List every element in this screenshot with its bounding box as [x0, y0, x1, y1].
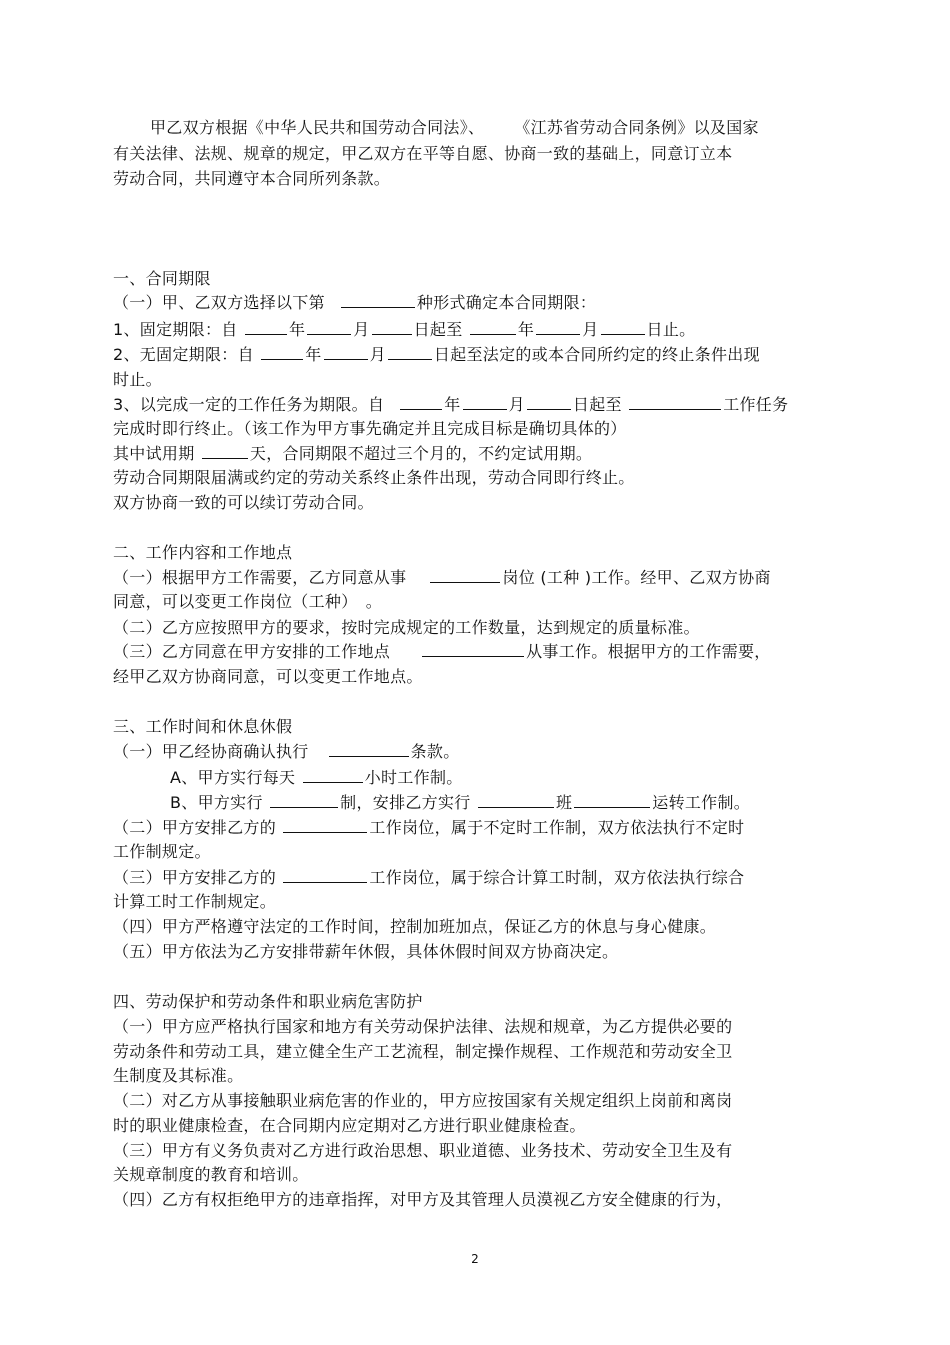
s4-line-d1: （四）乙方有权拒绝甲方的违章指挥，对甲方及其管理人员漠视乙方安全健康的行为， [113, 1190, 733, 1209]
blank-post-combined[interactable] [283, 867, 367, 883]
s2-a1: （一）根据甲方工作需要，乙方同意从事 [113, 568, 407, 587]
end-label: 日止。 [646, 320, 696, 339]
s2-a2: 岗位 (工种 )工作。经甲、乙双方协商 [502, 568, 771, 587]
s3-a2: 条款。 [410, 742, 460, 761]
month-label: 月 [353, 320, 370, 339]
s2-line-c3: 经甲乙双方协商同意，可以变更工作地点。 [113, 667, 423, 686]
trial-rest: 天，合同期限不超过三个月的，不约定试用期。 [249, 444, 593, 463]
s1-a2: 种形式确定本合同期限： [416, 293, 597, 312]
task-rest: 工作任务 [723, 395, 789, 414]
intro-text: 甲乙双方根据《中华人民共和国劳动合同法》、 [150, 118, 485, 137]
s3-B1: B、甲方实行 [170, 793, 263, 812]
s4-line-b2: 时的职业健康检查，在合同期内应定期对乙方进行职业健康检查。 [113, 1116, 586, 1135]
s1-a1: （一）甲、乙双方选择以下第 [113, 293, 325, 312]
s3-b1: （二）甲方安排乙方的 [113, 818, 277, 837]
s1-line-task-2: 完成时即行终止。（该工作为甲方事先确定并且完成目标是确切具体的） [113, 419, 627, 438]
s3-B2: 制，安排乙方实行 [340, 793, 471, 812]
blank-month-2[interactable] [324, 344, 368, 360]
s3-B3: 班 [555, 793, 573, 812]
s1-line-e2: 双方协商一致的可以续订劳动合同。 [113, 493, 374, 512]
s3-line-b [113, 816, 744, 840]
s2-c1: （三）乙方同意在甲方安排的工作地点 [113, 642, 391, 661]
s2-c2: 从事工作。根据甲方的工作需要， [526, 642, 771, 661]
intro-text-b: 《江苏省劳动合同条例》以及国家 [514, 118, 759, 137]
month-label-2: 月 [369, 345, 386, 364]
intro-line-2: 有关法律、法规、规章的规定，甲乙双方在平等自愿、协商一致的基础上，同意订立本 [113, 144, 733, 163]
blank-year-3[interactable] [400, 394, 442, 410]
year-label-3: 年 [444, 395, 461, 414]
s3-line-b3: 工作制规定。 [113, 842, 211, 861]
day-until-label-3: 日起至 [572, 395, 622, 414]
blank-day-2[interactable] [388, 344, 432, 360]
s2-line-b: （二）乙方应按照甲方的要求，按时完成规定的工作数量，达到规定的质量标准。 [113, 618, 700, 637]
s4-line-a1: （一）甲方应严格执行国家和地方有关劳动保护法律、法规和规章，为乙方提供必要的 [113, 1017, 733, 1036]
open-label: 2、无固定期限：自 [113, 345, 254, 364]
s2-line-a3: 同意，可以变更工作岗位（工种） 。 [113, 592, 383, 611]
s4-line-a2: 劳动条件和劳动工具，建立健全生产工艺流程，制定操作规程、工作规范和劳动安全卫 [113, 1042, 733, 1061]
blank-month[interactable] [307, 319, 351, 335]
s4-line-a3: 生制度及其标准。 [113, 1066, 244, 1085]
section-3-title: 三、工作时间和休息休假 [113, 717, 293, 736]
blank-hours[interactable] [303, 767, 363, 783]
blank-year-2[interactable] [261, 344, 303, 360]
year-label-2: 年 [305, 345, 322, 364]
s3-B4: 运转工作制。 [652, 793, 751, 812]
blank-task[interactable] [629, 394, 721, 410]
s4-line-c1: （三）甲方有义务负责对乙方进行政治思想、职业道德、业务技术、劳动安全卫生及有 [113, 1141, 733, 1160]
month-label-end: 月 [582, 320, 599, 339]
s2-line-c [113, 640, 771, 664]
trial-label: 其中试用期 [113, 444, 195, 463]
s4-line-c2: 关规章制度的教育和培训。 [113, 1165, 309, 1184]
blank-form-choice[interactable] [341, 292, 415, 308]
s3-c2: 工作岗位，属于综合计算工时制，双方依法执行综合 [369, 868, 745, 887]
task-label: 3、以完成一定的工作任务为期限。自 [113, 395, 385, 414]
section-2-title: 二、工作内容和工作地点 [113, 543, 293, 562]
blank-post[interactable] [430, 567, 500, 583]
s3-line-a [113, 740, 460, 764]
year-label: 年 [288, 320, 306, 339]
intro-line-3: 劳动合同，共同遵守本合同所列条款。 [113, 169, 391, 188]
blank-year-end[interactable] [470, 319, 516, 335]
section-1-title: 一、合同期限 [113, 269, 211, 288]
blank-day[interactable] [372, 319, 412, 335]
s3-line-B [170, 791, 750, 815]
blank-work-place[interactable] [422, 641, 524, 657]
s3-line-e: （五）甲方依法为乙方安排带薪年休假，具体休假时间双方协商决定。 [113, 942, 619, 961]
blank-post-irregular[interactable] [283, 817, 367, 833]
year-label-end: 年 [517, 320, 535, 339]
blank-clause[interactable] [329, 741, 409, 757]
s4-line-b1: （二）对乙方从事接触职业病危害的作业的，甲方应按国家有关规定组织上岗前和离岗 [113, 1091, 733, 1110]
s1-line-open [113, 343, 760, 367]
s3-line-d: （四）甲方严格遵守法定的工作时间，控制加班加点，保证乙方的休息与身心健康。 [113, 917, 717, 936]
blank-day-3[interactable] [527, 394, 571, 410]
s3-line-A [170, 766, 463, 790]
s1-line-task [113, 393, 788, 417]
blank-trial-days[interactable] [202, 443, 248, 459]
s1-line-trial [113, 442, 592, 466]
day-until-label: 日起至 [413, 320, 463, 339]
section-4-title: 四、劳动保护和劳动条件和职业病危害防护 [113, 992, 423, 1011]
blank-month-end[interactable] [536, 319, 580, 335]
blank-year[interactable] [245, 319, 287, 335]
s3-a1: （一）甲乙经协商确认执行 [113, 742, 309, 761]
blank-day-end[interactable] [601, 319, 645, 335]
intro-line-1 [150, 116, 759, 140]
page-number: 2 [471, 1252, 479, 1266]
blank-rotation[interactable] [574, 792, 650, 808]
blank-month-3[interactable] [463, 394, 507, 410]
s1-line-a [113, 291, 596, 315]
s3-line-c3: 计算工时工作制规定。 [113, 892, 277, 911]
s3-line-c [113, 866, 744, 890]
blank-system[interactable] [270, 792, 338, 808]
s1-line-fixed [113, 318, 695, 342]
open-rest: 日起至法定的或本合同所约定的终止条件出现 [433, 345, 760, 364]
s2-line-a [113, 566, 771, 590]
s3-A1: A、甲方实行每天 [170, 768, 296, 787]
s3-b2: 工作岗位，属于不定时工作制，双方依法执行不定时 [369, 818, 745, 837]
month-label-3: 月 [508, 395, 525, 414]
s3-c1: （三）甲方安排乙方的 [113, 868, 277, 887]
s1-line-e1: 劳动合同期限届满或约定的劳动关系终止条件出现，劳动合同即行终止。 [113, 468, 635, 487]
s3-A2: 小时工作制。 [364, 768, 463, 787]
blank-shift[interactable] [478, 792, 554, 808]
fixed-label: 1、固定期限：自 [113, 320, 238, 339]
s1-line-open-2: 时止。 [113, 370, 162, 389]
